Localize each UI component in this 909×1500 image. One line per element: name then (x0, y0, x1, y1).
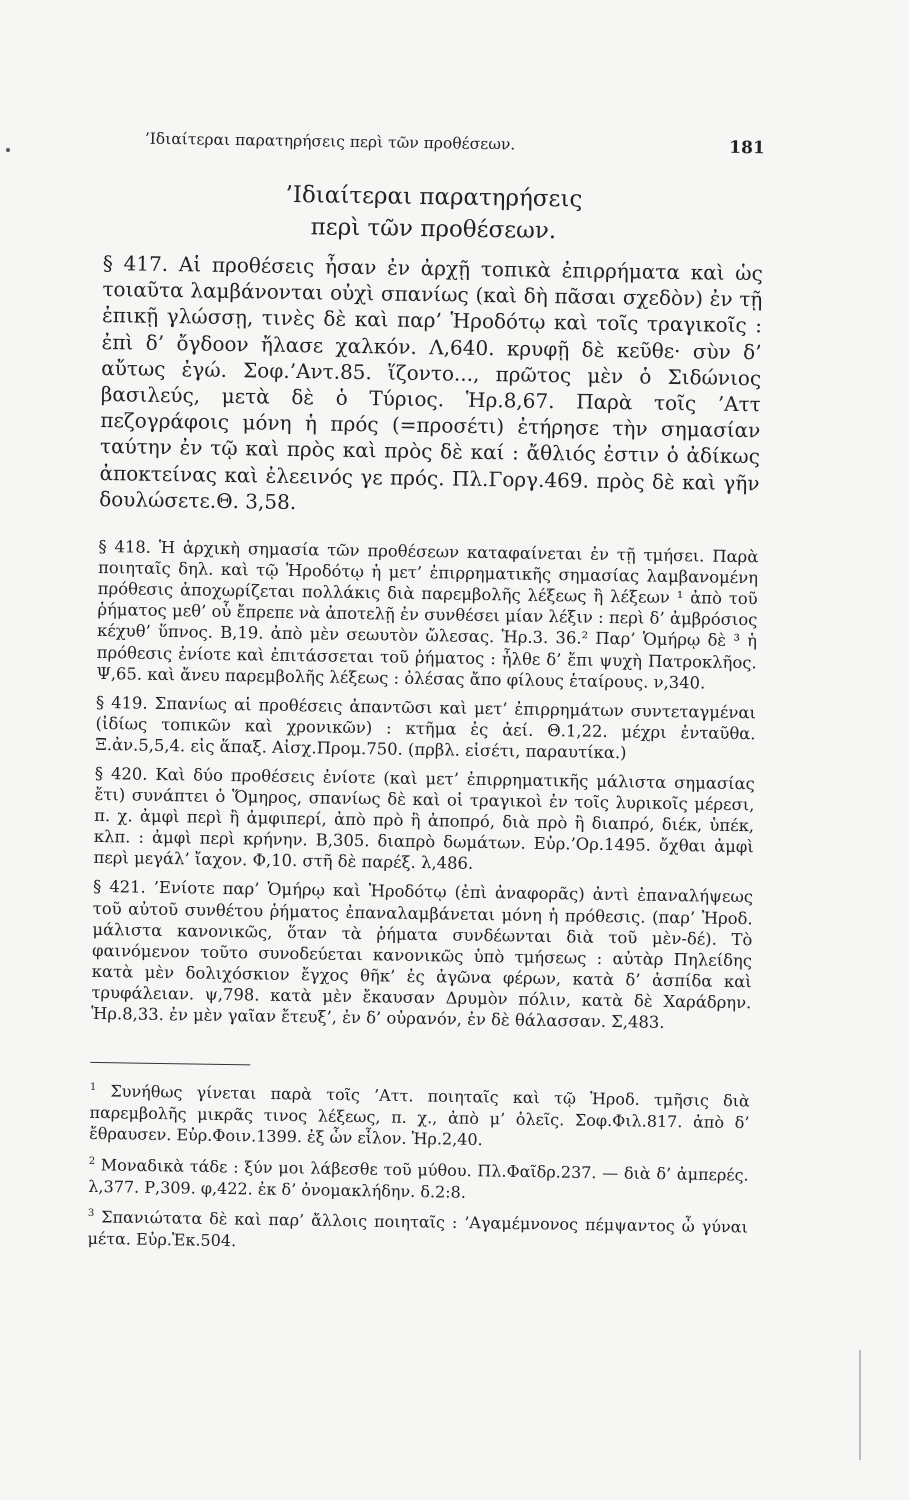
section-label: § 421. (92, 877, 146, 898)
paragraph-421 (91, 876, 753, 1034)
footnote-mark: 1 (89, 1081, 97, 1094)
section-text: Ἡ ἀρχικὴ σημασία τῶν προθέσεων καταφαίνεται ἐν τῇ τμήσει. Παρὰ ποιηταῖς δηλ. καὶ τῷ Ἡροδότῳ ἡ μετ’ ἐπιρρηματικῆς σημασίας λαμβανομένη πρόθεσις ἀποχωρίζεται πολλάκις διὰ παρεμβολῆς λέξεως ἢ λέξεων ¹ ἀπὸ τοῦ ῥήματος μεθ’ οὗ ἔπρεπε νὰ ἀποτελῇ ἐν συνθέσει μίαν λέξιν : περὶ δ’ ἀμβρόσιος κέχυθ’ ὕπνος. Β,19. ἀπὸ μὲν σεωυτὸν ὤλεσας. Ἡρ.3. 36.² Παρ’ Ὁμήρῳ δὲ ³ ἡ πρόθεσις ἐνίοτε καὶ ἐπιτάσσεται τοῦ ῥήματος : ἦλθε δ’ ἔπι ψυχὴ Πατροκλῆος. Ψ,65. καὶ ἄνευ παρεμβολῆς λέξεως : ὀλέσας ἄπο φίλους ἑταίρους. ν,340. (96, 537, 759, 693)
paragraph-417 (99, 250, 763, 522)
footnote-3 (87, 1203, 748, 1260)
paragraph-419 (95, 692, 756, 766)
heading-line-2: περὶ τῶν προθέσεων. (310, 214, 557, 245)
section-text: Αἱ προθέσεις ἦσαν ἐν ἀρχῇ τοπικὰ ἐπιρρήματα καὶ ὡς τοιαῦτα λαμβάνονται οὐχὶ σπανίως (καὶ δὴ πᾶσαι σχεδὸν) ἐν τῇ ἐπικῇ γλώσσῃ, τινὲς δὲ καὶ παρ’ Ἡροδότῳ καὶ τοῖς τραγικοῖς : ἐπὶ δ’ ὄγδοον ἤλασε χαλκόν. Λ,640. κρυφῇ δὲ κεῦθε· σὺν δ’ αὔτως ἐγώ. Σοφ.’Αντ.85. ἵζοντο..., πρῶτος μὲν ὁ Σιδώνιος βασιλεύς, μετὰ δὲ ὁ Τύριος. Ἡρ.8,67. Παρὰ τοῖς ’Αττ πεζογράφοις μόνη ἡ πρός (=προσέτι) ἐτήρησε τὴν σημασίαν ταύτην ἐν τῷ καὶ πρὸς καὶ πρὸς δὲ καί : ἄθλιός ἐστιν ὁ ἀδίκως ἀποκτείνας καὶ ἐλεεινός γε πρός. Πλ.Γοργ.469. πρὸς δὲ καὶ γῆν δουλώσετε.Θ. 3,58. (98, 252, 763, 514)
section-heading (103, 176, 764, 250)
footnote-text: Συνήθως γίνεται παρὰ τοῖς ’Αττ. ποιηταῖς καὶ τῷ Ἡροδ. τμῆσις διὰ παρεμβολῆς μικρᾶς τινος λέξεως, π. χ., ἀπὸ μ’ ὀλεῖς. Σοφ.Φιλ.817. ἀπὸ δ’ ἔθραυσεν. Εὐρ.Φοιν.1399. ἐξ ὧν εἷλον. Ἡρ.2,40. (89, 1081, 750, 1150)
footnote-2 (88, 1151, 749, 1208)
footnote-mark: 3 (87, 1208, 95, 1220)
section-text: ’Ενίοτε παρ’ Ὁμήρῳ καὶ Ἡροδότῳ (ἐπὶ ἀναφορᾶς) ἀντὶ ἐπαναλήψεως τοῦ αὐτοῦ συνθέτου ῥήματος ἐπαναλαμβάνεται μόνη ἡ πρόθεσις. (παρ’ Ἡροδ. μάλιστα κανονικῶς, ὅταν τὰ ῥήματα συνδέωνται διὰ τοῦ μὲν-δέ). Τὸ φαινόμενον τοῦτο συνοδεύεται κανονικῶς ὑπὸ τμήσεως : αὐτὰρ Πηλείδης κατὰ μὲν δολιχόσκιον ἔγχος θῆκ’ ἐς ἀγῶνα φέρων, κατὰ δ’ ἀσπίδα καὶ τρυφάλειαν. ψ,798. κατὰ μὲν ἔκαυσαν Δρυμὸν πόλιν, κατὰ δὲ Χαράδρην. Ἡρ.8,33. ἐν μὲν γαῖαν ἔτευξ’, ἐν δ’ οὐρανόν, ἐν δὲ θάλασσαν. Σ,483. (90, 878, 754, 1032)
paragraph-418 (96, 536, 758, 694)
page (87, 128, 765, 1266)
margin-dot (6, 148, 10, 152)
footnote-mark: 2 (88, 1155, 96, 1167)
footnote-1 (89, 1077, 750, 1155)
heading-line-1: ’Ιδιαίτεραι παρατηρήσεις (285, 181, 583, 213)
footnote-text: Σπανιώτατα δὲ καὶ παρ’ ἄλλοις ποιηταῖς : ’Αγαμέμνονος πέμψαντος ὦ γύναι μέτα. Εὐρ.Ἑκ.504. (87, 1207, 748, 1251)
section-label: § 420. (94, 763, 148, 784)
section-text: Σπανίως αἱ προθέσεις ἀπαντῶσι καὶ μετ’ ἐπιρρημάτων συντεταγμέναι (ἰδίως τοπικῶν καὶ χρονικῶν) : κτῆμα ἐς ἀεί. Θ.1,22. μέχρι ἐνταῦθα. Ξ.ἀν.5,5,4. εἰς ἅπαξ. Αἰσχ.Προμ.750. (πρβλ. εἰσέτι, παραυτίκα.) (95, 693, 757, 763)
section-label: § 419. (95, 692, 148, 713)
paragraph-420 (93, 763, 755, 879)
footnote-text: Μοναδικὰ τάδε : ξύν μοι λάβεσθε τοῦ μύθου. Πλ.Φαῖδρ.237. — διὰ δ’ ἀμπερές. λ,377. Ρ,309. φ,422. ἐκ δ’ ὀνομακλήδην. δ.2:8. (88, 1155, 749, 1202)
page-number: 181 (729, 137, 765, 159)
page-edge-mark (859, 1350, 861, 1460)
section-label: § 418. (98, 536, 152, 557)
section-text: Καὶ δύο προθέσεις ἐνίοτε (καὶ μετ’ ἐπιρρηματικῆς μάλιστα σημασίας ἔτι) συνάπτει ὁ Ὅμηρος, σπανίως δὲ καὶ οἱ τραγικοὶ ἐν τοῖς λυρικοῖς μέρεσι, π. χ. ἀμφὶ περὶ ἢ ἀμφιπερί, ἀπὸ πρὸ ἢ ἀποπρό, διὰ πρὸ ἢ διαπρό, διέκ, ὑπέκ, κλπ. : ἀμφὶ περὶ κρήνην. Β,305. διαπρὸ δωμάτων. Εὐρ.’Ορ.1495. ὄχθαι ἀμφὶ περὶ μεγάλ’ ἴαχον. Φ,10. στῆ δὲ παρέξ. λ,486. (93, 764, 755, 874)
footnote-rule (90, 1062, 250, 1066)
section-label: § 417. (102, 250, 169, 277)
running-head-title: ’Ιδιαίτεραι παρατηρήσεις περὶ τῶν προθέσεων. (144, 129, 516, 154)
running-head (145, 129, 765, 159)
